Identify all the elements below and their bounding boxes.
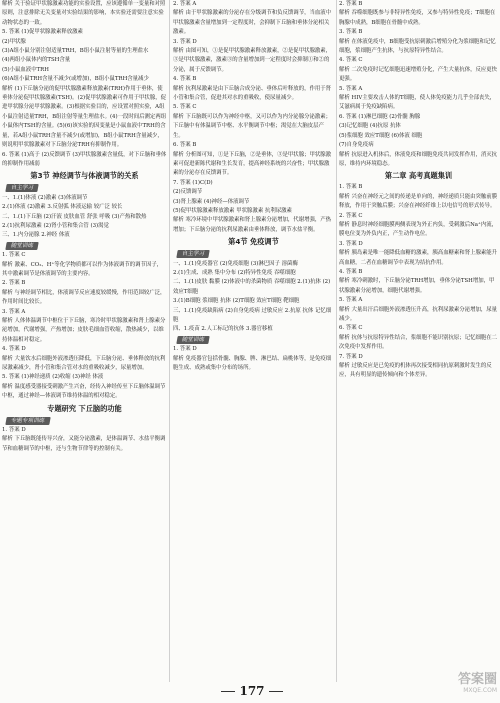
answer-line: 解析 抗体与抗原特异性结合，浆细胞不能识别抗原；记忆细胞在二次免疫中发挥作用。 <box>339 334 498 351</box>
answer-line: 解析 过敏反应是已免疫的机体再次接受相同抗原刺激时发生的反应，具有明显的遗传倾向和个体差异。 <box>339 363 492 379</box>
answer-line: 5. 答案 A <box>339 85 363 92</box>
answer-line: 解析 在体液免疫中，B细胞受抗原刺激后增殖分化为浆细胞和记忆细胞，浆细胞产生抗体，与抗原特异性结合。 <box>339 38 496 55</box>
answer-line: 4. 答案 B <box>173 76 197 83</box>
answer-line: 解析 与神经调节相比，体液调节反应速度较缓慢，作用范围较广泛，作用时间比较长。 <box>2 289 166 306</box>
answer-line: (3)肾上腺素 (4)神经—体液调节 <box>173 198 250 205</box>
page-number: 177 <box>192 683 312 699</box>
badge-row <box>2 183 167 193</box>
answer-line: 解析 二次免疫时记忆细胞迅速增殖分化，产生大量抗体，反应更快更强。 <box>339 66 498 83</box>
column-middle <box>173 0 334 682</box>
column-divider <box>336 0 337 682</box>
answer-line: 解析 人体体温调节中枢位于下丘脑，寒冷时甲状腺激素和肾上腺素分泌增加，代谢增强，产热增加；皮肤毛细血管收缩，散热减少，以维持体温相对稳定。 <box>2 318 166 343</box>
answer-line: 二、1.(1)下丘脑 (2)汗液 皮肤血管 舒张 呼吸 (3)产热和散热 <box>2 213 147 220</box>
column-divider <box>169 0 170 682</box>
answer-line: 7. 答案 (1)C(D) <box>173 179 213 186</box>
answer-line: 2.(1)抗利尿激素 (2)肾小管和集合管 (3)渴觉 <box>2 222 109 229</box>
answer-line: 解析 兴奋在神经元之间的传递是单向的，神经递质只能由突触前膜释放，作用于突触后膜；兴奋在神经纤维上以电信号的形式传导。 <box>339 193 498 210</box>
answer-line: 解析 由图可知，①是促甲状腺激素释放激素，②是促甲状腺激素，③是甲状腺激素，激素③的含量增加到一定程度时会抑制①和②的分泌，属于反馈调节。 <box>173 48 332 73</box>
answer-line: 二、1.(1)皮肤 黏膜 (2)体液中的杀菌物质 吞噬细胞 2.(1)抗体 (2)效应T细胞 <box>173 279 331 295</box>
answer-line: 解析 大量出汗后细胞外液渗透压升高，抗利尿激素分泌增加，尿量减少。 <box>339 306 498 322</box>
badge-row <box>173 335 334 345</box>
answer-line: 解析 胰岛素是唯一能降低血糖的激素，胰高血糖素和肾上腺素能升高血糖，二者在血糖调节中表现为拮抗作用。 <box>339 250 498 266</box>
answer-line: 5. 答案 A <box>339 297 363 304</box>
answer-line: 5. 答案 C <box>173 104 197 111</box>
answer-line: 解析 由于甲状腺激素的分泌存在分级调节和负反馈调节，当血液中甲状腺激素含量增加到一定程度时，会抑制下丘脑和垂体分泌相关激素。 <box>173 10 332 36</box>
answer-line: 2.(1)体液 (2)激素 3.反射弧 体液运输 较广泛 较长 <box>2 204 123 211</box>
section-heading: 第4节 免疫调节 <box>228 237 279 247</box>
answer-line: 3. 答案 A <box>2 308 26 315</box>
answer-line: 解析 (1)下丘脑分泌的促甲状腺激素释放激素(TRH)作用于垂体，使垂体分泌促甲状腺激素(TSH)。(2)促甲状腺激素可作用于甲状腺，促进甲状腺分泌甲状腺激素。(3)根据实验目的，应设置对照实验，A组小鼠注射适量TRH，B组注射等量生理盐水。(4)一段时间后测定两组小鼠体内TSH的含量。(5)(6)该实验的因变量是小鼠血液中TRH的含量，若A组小鼠TRH含量不减少(或增加)，B组小鼠TRH含量减少，则说明甲状腺激素对下丘脑分泌TRH有抑制作用。 <box>2 85 167 149</box>
watermark-logo: 答案圈 MXQE.COM <box>457 672 497 694</box>
answer-line: 解析 抗原进入机体后，体液免疫和细胞免疫共同发挥作用，消灭抗原，维持内环境稳态。 <box>339 151 498 167</box>
answer-line: 3.(1)B细胞 浆细胞 抗体 (2)T细胞 效应T细胞 靶细胞 <box>173 298 300 305</box>
section-heading: 专题研究 下丘脑的功能 <box>47 403 122 413</box>
answer-line: (5)浆细胞 效应T细胞 (6)体液 细胞 <box>339 132 423 139</box>
column-left <box>2 0 167 682</box>
answer-line: 1. 答案 D <box>173 346 197 353</box>
section-badge: 自主学习 <box>5 184 39 192</box>
answer-line: 四、1.疫苗 2.人工标记的抗体 3.器官移植 <box>173 326 273 333</box>
answer-line: 3. 答案 B <box>339 29 363 36</box>
column-right <box>339 0 498 682</box>
answer-line: 解析 下丘脑既能传导兴奋，又能分泌激素，是体温调节、水盐平衡调节和血糖调节的中枢，还与生物节律等的控制有关。 <box>2 436 166 452</box>
answer-line: 4. 答案 D <box>2 346 26 353</box>
answer-line: (7)自身免疫病 <box>339 142 374 149</box>
answer-line: 7. 答案 D <box>339 353 363 360</box>
section-badge: 随堂训练 <box>176 336 210 344</box>
answer-line: 解析 HIV主要攻击人体的T细胞，使人体免疫能力几乎全部丧失，艾滋病属于免疫缺陷病。 <box>339 95 496 111</box>
answer-line: 6. 答案 (1)高于 (2)反馈调节 (3)甲状腺激素含量低，对下丘脑和垂体的抑制作用减弱 <box>2 151 167 167</box>
answer-line: 5. 答案 (1)促甲状腺激素释放激素 <box>2 29 83 36</box>
answer-line: 3. 答案 D <box>173 38 197 45</box>
section-badge: 专题专项训练 <box>5 417 50 425</box>
answer-line: 解析 寒冷刺激时，下丘脑分泌TRH增加，垂体分泌TSH增加，甲状腺激素分泌增加，细胞代谢增强。 <box>339 278 495 294</box>
answer-line: 1. 答案 D <box>2 427 26 434</box>
badge-row <box>173 249 334 259</box>
answer-line: (3)记忆细胞 (4)抗原 抗体 <box>339 123 401 130</box>
answer-line: 解析 激素、CO₂、H⁺等化学物质都可以作为体液调节的调节因子，其中激素调节是体液调节的主要内容。 <box>2 261 163 277</box>
answer-line: 1. 答案 B <box>339 184 363 191</box>
answer-line: 一、1.(1)体液 (2)激素 (3)体液调节 <box>2 194 88 201</box>
answer-line: 三、1.内分泌腺 2.神经 体液 <box>2 232 70 239</box>
answer-line: 解析 分析图可知，①是下丘脑，②是垂体，③是甲状腺；甲状腺激素可促进新陈代谢和生长发育，提高神经系统的兴奋性；甲状腺激素的分泌存在反馈调节。 <box>173 151 332 177</box>
badge-row <box>2 241 167 251</box>
answer-line: 三、1.(1)免疫缺陷病 (2)自身免疫病 过敏反应 2.抗原 抗体 记忆细胞 <box>173 307 332 323</box>
answer-line: 2. 答案 B <box>2 280 26 287</box>
answer-line: 2. 答案 B <box>339 1 363 7</box>
answer-line: (4)两组小鼠体内的TSH含量 <box>2 57 71 64</box>
answer-line: 4. 答案 B <box>339 268 363 275</box>
answer-line: 一、1.(1)免疫器官 (2)免疫细胞 (3)淋巴因子 溶菌酶 <box>173 260 298 267</box>
section-badge: 随堂训练 <box>5 242 39 250</box>
answer-line: 2. 答案 A <box>173 1 197 7</box>
answer-line: (3)A组小鼠分别注射适量TRH，B组小鼠注射等量的生理盐水 <box>2 48 149 55</box>
answer-line: 2.(1)生成、成熟 集中分布 (2)特异性免疫 吞噬细胞 <box>173 269 296 276</box>
answer-line: (5)促甲状腺激素释放激素 甲状腺激素 抗利尿激素 <box>173 207 292 214</box>
answer-line: 解析 静息时神经细胞膜两侧表现为外正内负，受刺激后Na⁺内流，膜电位变为外负内正，产生动作电位。 <box>339 221 498 238</box>
answer-line: 6. 答案 B <box>173 142 197 149</box>
badge-row <box>2 416 167 426</box>
answer-page <box>2 0 498 703</box>
answer-line: 解析 温度感受器接受刺激产生兴奋，经传入神经传至下丘脑体温调节中枢，通过神经—体液调节维持体温的相对稳定。 <box>2 383 166 400</box>
answer-line: 解析 免疫器官包括骨髓、胸腺、脾、淋巴结、扁桃体等，是免疫细胞生成、成熟或集中分布的场所。 <box>173 355 332 372</box>
answer-line: (6)A组小鼠TRH含量不减少(或增加)，B组小鼠TRH含量减少 <box>2 76 149 83</box>
answer-line: 1. 答案 C <box>2 252 26 259</box>
answer-line: 6. 答案 C <box>339 325 363 332</box>
answer-line: 解析 大量饮水后细胞外液渗透压降低，下丘脑分泌、垂体释放的抗利尿激素减少，肾小管和集合管对水的重吸收减少，尿量增加。 <box>2 355 166 372</box>
answer-line: 2. 答案 C <box>339 212 363 219</box>
section-heading: 第3节 神经调节与体液调节的关系 <box>30 171 139 181</box>
section-badge: 自主学习 <box>176 250 210 258</box>
answer-line: 解析 关于验证甲状腺激素功能的实验设置，应该遵循单一变量和对照原则，注意排除无关变量对实验结果的影响，本实验还需要注意实验动物状态的一致。 <box>2 1 166 26</box>
answer-line: (2)甲状腺 <box>2 38 26 45</box>
answer-line: 解析 吞噬细胞既参与非特异性免疫，又参与特异性免疫；T细胞在胸腺中成熟，B细胞在骨髓中成熟。 <box>339 10 496 26</box>
answer-line: 解析 寒冷环境中甲状腺激素和肾上腺素分泌增加，代谢增强，产热增加；下丘脑分泌的抗利尿激素由垂体释放，调节水盐平衡。 <box>173 217 332 233</box>
answer-line: (2)反馈调节 <box>173 189 203 196</box>
answer-line: 解析 抗利尿激素是由下丘脑合成分泌、垂体后叶释放的，作用于肾小管和集合管，促进其对水的重吸收，使尿量减少。 <box>173 85 332 102</box>
answer-line: 6. 答案 (1)淋巴细胞 (2)骨髓 胸腺 <box>339 113 421 120</box>
answer-line: 解析 下丘脑既可以作为神经中枢，又可以作为内分泌腺分泌激素；下丘脑中有体温调节中枢、水平衡调节中枢；渴觉在大脑皮层产生。 <box>173 113 332 139</box>
answer-line: 5. 答案 (1)神经递质 (2)收缩 (3)神经 体液 <box>2 374 104 381</box>
answer-line: (5)小鼠血液中TRH <box>2 66 49 73</box>
section-heading: 第二章 高考真题集训 <box>384 171 453 181</box>
answer-line: 4. 答案 C <box>339 57 363 64</box>
answer-line: 3. 答案 D <box>339 240 363 247</box>
